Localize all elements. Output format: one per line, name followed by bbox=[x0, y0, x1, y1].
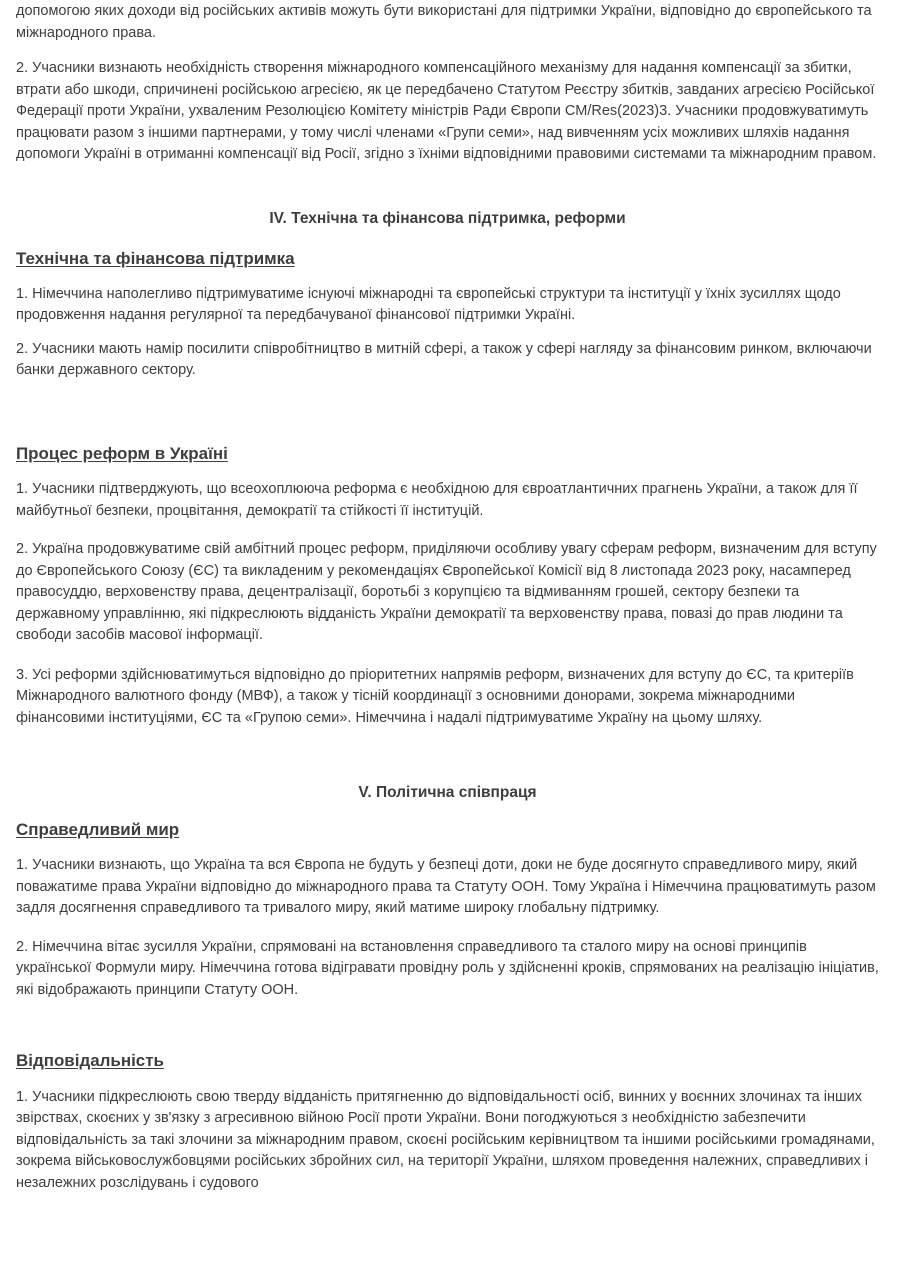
reform-process-heading: Процес реформ в Україні bbox=[16, 443, 228, 463]
section-iv-heading: IV. Технічна та фінансова підтримка, реформи bbox=[269, 209, 626, 227]
technical-financial-paragraph-2: 2. Учасники мають намір посилити співробітництво в митній сфері, а також у сфері нагляду за фінансовим ринком, включаючи банки державного сектору. bbox=[16, 340, 872, 378]
compensation-paragraph: 2. Учасники визнають необхідність створення міжнародного компенсаційного механізму для надання компенсації за збитки, втрати або шкоди, спричинені російською агресією, як це передбачено Статутом Реєстру збитків, завданих агресією Російської Федерації проти України, ухваленим Резолюцією Комітету міністрів Ради Європи CM/Res(2023)3. Учасники продовжуватимуть працювати разом з іншими партнерами, у тому числі членами «Групи семи», над вивченням усіх можливих шляхів надання допомоги Україні в отриманні компенсації від Росії, згідно з їхніми відповідними правовими системами та міжнародним правом. bbox=[16, 60, 877, 162]
intro-continuation-paragraph: допомогою яких доходи від російських активів можуть бути використані для підтримки України, відповідно до європейського та міжнародного права. bbox=[16, 3, 872, 41]
reform-process-paragraph-1: 1. Учасники підтверджують, що всеохоплююча реформа є необхідною для євроатлантичних прагнень України, а також для її майбутньої безпеки, процвітання, демократії та стійкості її інституцій. bbox=[16, 481, 858, 519]
section-v-heading: V. Політична співпраця bbox=[358, 784, 537, 801]
reform-process-paragraph-3: 3. Усі реформи здійснюватимуться відповідно до пріоритетних напрямів реформ, визначених для вступу до ЄС, та критеріїв Міжнародного валютного фонду (МВФ), а також у тісній координації з основними донорами, зокрема міжнародними фінансовими інституціями, ЄС та «Групою семи». Німеччина і надалі підтримуватиме Україну на цьому шляху. bbox=[16, 666, 854, 726]
reform-process-paragraph-2: 2. Україна продовжуватиме свій амбітний процес реформ, приділяючи особливу увагу сферам реформ, визначеним для вступу до Європейського Союзу (ЄС) та викладеним у рекомендаціях Європейської Комісії від 8 листопада 2023 року, насамперед правосуддю, верховенству права, децентралізації, боротьбі з корупцією та відмиванням грошей, сектору безпеки та державному управлінню, які підкреслюють відданість України демократії та верховенству права, повазі до прав людини та свободи засобів масової інформації. bbox=[16, 541, 877, 643]
accountability-paragraph-1: 1. Учасники підкреслюють свою тверду відданість притягненню до відповідальності осіб, винних у воєнних злочинах та інших звірствах, скоєних у зв'язку з агресивною війною Росії проти України. Вони погоджуються з необхідністю забезпечити відповідальність за такі злочини за міжнародним правом, скоєні російським керівництвом та іншими російськими громадянами, зокрема військовослужбовцями російських збройних сил, на території України, шляхом проведення належних, справедливих і незалежних розслідувань і судового bbox=[16, 1088, 875, 1191]
technical-financial-paragraph-1: 1. Німеччина наполегливо підтримуватиме існуючі міжнародні та європейські структури та інституції у їхніх зусиллях щодо продовження надання регулярної та передбачуваної фінансової підтримки Україні. bbox=[16, 285, 841, 323]
just-peace-paragraph-2: 2. Німеччина вітає зусилля України, спрямовані на встановлення справедливого та сталого миру на основі принципів української Формули миру. Німеччина готова відігравати провідну роль у здійсненні кроків, спрямованих на реалізацію ініціатив, які відображають принципи Статуту ООН. bbox=[16, 938, 879, 998]
just-peace-heading: Справедливий мир bbox=[16, 819, 180, 839]
just-peace-paragraph-1: 1. Учасники визнають, що Україна та вся Європа не будуть у безпеці доти, доки не буде досягнуто справедливого миру, який поважатиме права України відповідно до міжнародного права та Статуту ООН. Тому Україна і Німеччина працюватимуть разом задля досягнення справедливого та тривалого миру, який матиме широку глобальну підтримку. bbox=[16, 857, 876, 916]
technical-financial-support-heading: Технічна та фінансова підтримка bbox=[16, 249, 295, 268]
accountability-heading: Відповідальність bbox=[16, 1051, 164, 1070]
